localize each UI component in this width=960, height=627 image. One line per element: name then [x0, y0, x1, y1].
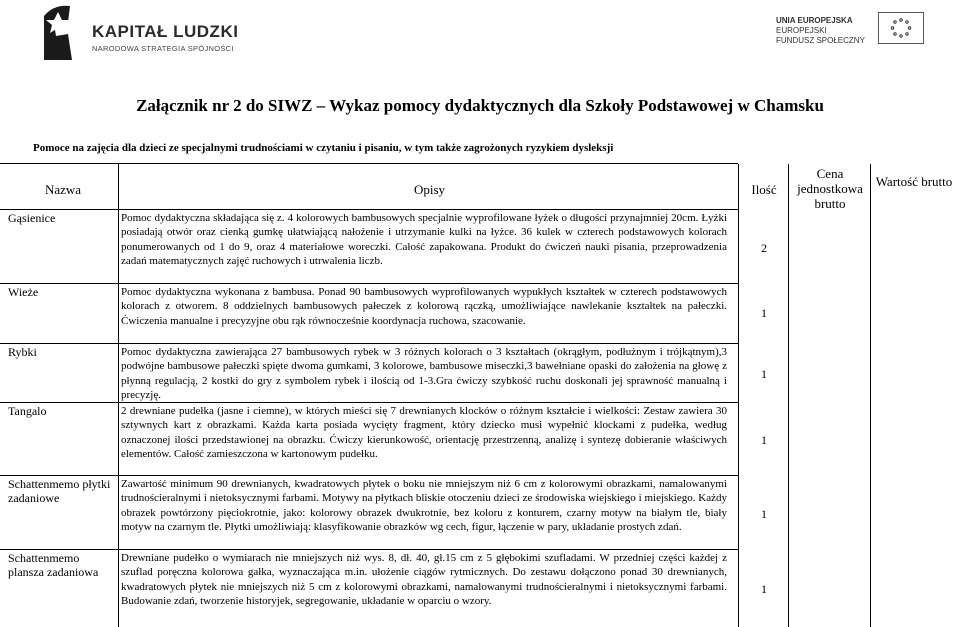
row-name: Wieże — [8, 285, 39, 299]
col-divider — [788, 164, 789, 627]
header-name: Nazwa — [44, 182, 82, 197]
row-qty: 1 — [761, 367, 767, 381]
page-header — [0, 0, 960, 70]
document-subtitle: Pomoce na zajęcia dla dzieci ze specjalnymi trudnościami w czytaniu i pisaniu, w tym także zagrożonych ryzykiem dysleksji — [33, 142, 614, 154]
row-qty: 1 — [761, 582, 767, 596]
eu-line-2: EUROPEJSKI — [776, 26, 827, 35]
eu-flag-icon — [878, 12, 924, 44]
kapital-ludzki-title: KAPITAŁ LUDZKI — [92, 22, 239, 41]
document-title: Załącznik nr 2 do SIWZ – Wykaz pomocy dydaktycznych dla Szkoły Podstawowej w Chamsku — [136, 96, 824, 115]
row-desc: Drewniane pudełko o wymiarach nie mniejszych niż wys. 8, dł. 40, gł.15 cm z 5 głębokimi szufladami. W przedniej części każdej z szuflad poręczna kolorowa gałka, wyznaczająca m.in. ułożenie ciągów rytmicznych. Do zestawu dołączono ponad 30 drewnianych, kwadratowych płytek nie mniejszych niż 5 cm z kolorowymi obrazkami, namalowanymi trudnościeralnymi i nietoksycznymi farbami. Budowanie zdań, tworzenie historyjek, segregowanie, układanie w oparciu o wzory. — [121, 552, 727, 607]
row-desc: 2 drewniane pudełka (jasne i ciemne), w których mieści się 7 drewnianych klocków o różnym kształcie i wielkości: Zestaw zawiera 30 sztywnych kart z obrazkami. Każda karta posiada wycięty fragment, który dziecko musi wypełnić klockami z pudełka, według oznaczonej ilości przedstawionej na obrazku. Ćwiczy kierunkowość, orientację przestrzenną, analizę i syntezę dobieranie właściwych elementów. Całość zamieszczona w kartonowym pudełku. — [121, 405, 727, 460]
kapital-ludzki-logo — [40, 2, 240, 64]
row-desc: Pomoc dydaktyczna wykonana z bambusa. Ponad 90 bambusowych wyprofilowanych wypukłych kształtek w czterech podstawowych kolorach z otworem. 8 oddzielnych bambusowych pałeczek z kolorową rączką, umożliwiające nawlekanie kształtek na pałeczki. Ćwiczenia manualne i precyzyjne obu rąk równocześnie koordynacja ruchowa, szacowanie. — [121, 286, 727, 327]
row-desc: Pomoc dydaktyczna zawierająca 27 bambusowych rybek w 3 różnych kolorach o 3 kształtach (okrągłym, podłużnym i trójkątnym),3 podwójne bambusowe pałeczki spięte dwoma gumkami, 3 kolorowe, bambusowe miseczki,3 bawełniane opaski do założenia na głowę z płynną regulacją, 2 kostki do gry z symbolem rybek i ilością od 1-3.Gra ćwiczy szybkość ruchu doskonali jej sprawność manualną i precyzję. — [121, 346, 727, 401]
row-rule — [0, 402, 738, 403]
header-value: Wartość brutto — [875, 174, 953, 189]
row-name: Schattenmemo plansza zadaniowa — [8, 551, 99, 579]
row-name: Gąsienice — [8, 211, 56, 225]
header-qty: Ilość — [751, 182, 777, 197]
eu-logo-text — [776, 16, 865, 46]
eu-line-3: FUNDUSZ SPOŁECZNY — [776, 36, 865, 45]
eu-logo — [776, 6, 926, 62]
row-qty: 1 — [761, 306, 767, 320]
col-divider — [118, 164, 119, 627]
row-qty: 1 — [761, 507, 767, 521]
row-qty: 2 — [761, 241, 767, 255]
header-rule — [0, 209, 738, 210]
col-divider — [870, 164, 871, 627]
row-rule — [0, 343, 738, 344]
row-name: Schattenmemo płytki zadaniowe — [8, 477, 111, 505]
header-price: Cena jednostkowa brutto — [797, 166, 863, 211]
col-divider — [738, 164, 739, 627]
row-qty: 1 — [761, 433, 767, 447]
row-rule — [0, 475, 738, 476]
row-rule — [0, 283, 738, 284]
header-desc: Opisy — [413, 182, 446, 197]
kapital-ludzki-emblem-icon — [40, 2, 76, 64]
row-rule — [0, 549, 738, 550]
subtitle-rule — [0, 163, 738, 164]
row-desc: Pomoc dydaktyczna składająca się z. 4 kolorowych bambusowych specjalnie wyprofilowane łyżek o długości przynajmniej 20cm. Łyżki posiadają otwór oraz cienką gumkę ułatwiającą nałożenie i utrzymanie kulki na łyżce. 36 kulek w czterech podstawowych kolorach ponumerowanych od 1 do 9, oraz 4 materiałowe woreczki. Całość zapakowana. Produkt do ćwiczeń nauki pisania, przeprowadzenia zadań matematycznych zajęć ruchowych i utrwalenia liczb. — [121, 212, 727, 267]
row-name: Tangalo — [8, 404, 47, 418]
eu-line-1: UNIA EUROPEJSKA — [776, 16, 853, 25]
row-desc: Zawartość minimum 90 drewnianych, kwadratowych płytek o boku nie mniejszym niż 6 cm z kolorowymi obrazkami, namalowanymi trudnościeralnymi i nietoksycznymi farbami. Motywy na płytkach bliskie otoczeniu dzieci ze środowiska wiejskiego i miejskiego. Każdy obrazek powtórzony pięciokrotnie, jako: kolorowy obrazek dwukrotnie, bez koloru z konturem, czarny motyw na białym tle, biały motyw na czarnym tle. Płytki umożliwiają: klasyfikowanie obrazków wg cech, figur, łączenie w pary, układanie prostych zdań. — [121, 478, 727, 533]
kapital-ludzki-subtitle: NARODOWA STRATEGIA SPÓJNOŚCI — [92, 44, 234, 53]
row-name: Rybki — [8, 345, 37, 359]
